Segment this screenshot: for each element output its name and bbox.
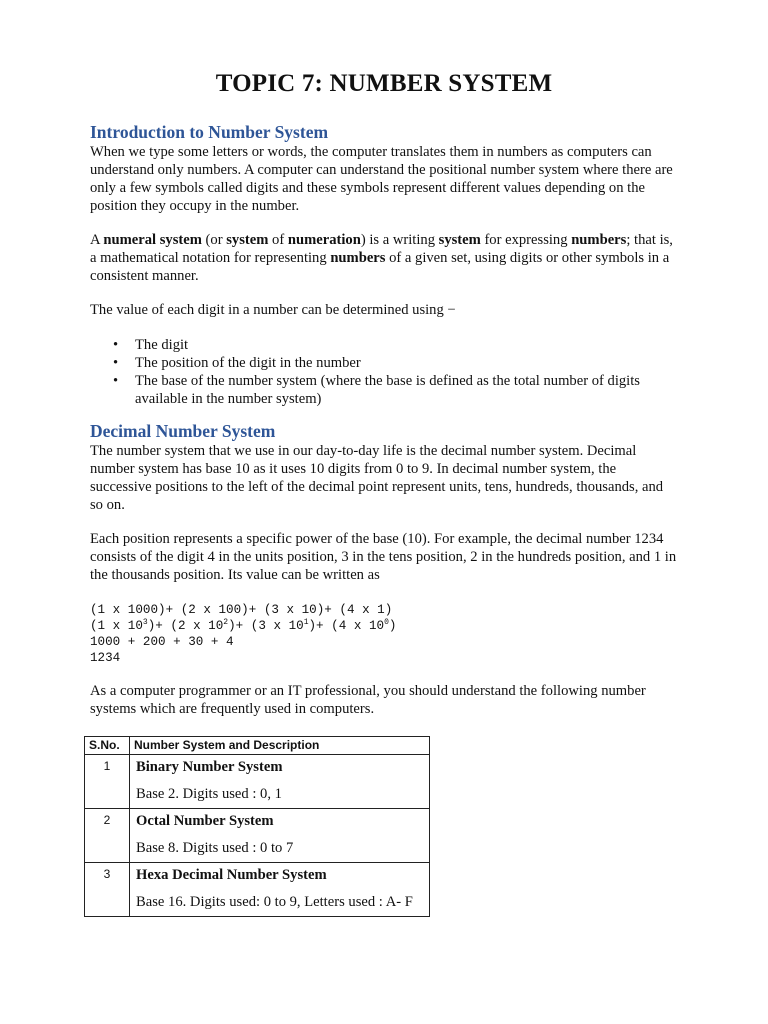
text-run: (or — [201, 232, 227, 248]
row-description — [130, 809, 430, 863]
text-run: ; that is, a mathematical notation for representing — [90, 232, 673, 266]
exponent: 1 — [303, 618, 309, 627]
table-header-row — [85, 737, 430, 755]
system-name: Binary Number System — [136, 759, 283, 775]
code-run: )+ (2 x 10 — [147, 619, 224, 633]
code-run: )+ (4 x 10 — [308, 619, 385, 633]
table-row — [85, 755, 430, 809]
row-number: 2 — [85, 809, 130, 863]
code-block — [90, 602, 678, 666]
bold-term: system — [226, 232, 269, 248]
system-name: Octal Number System — [136, 813, 274, 829]
text-run: A — [90, 232, 104, 248]
system-name: Hexa Decimal Number System — [136, 867, 327, 883]
bold-term: numeration — [287, 232, 361, 248]
number-system-table — [84, 736, 430, 917]
code-line: 1234 — [90, 651, 121, 665]
table-row — [85, 809, 430, 863]
code-line: (1 x 1000)+ (2 x 100)+ (3 x 10)+ (4 x 1) — [90, 603, 393, 617]
text-run: of a given set, using digits or other symbols in a consistent manner. — [90, 250, 670, 284]
decimal-paragraph-3: As a computer programmer or an IT professional, you should understand the following number systems which are frequently used in computers. — [90, 683, 646, 717]
system-detail: Base 16. Digits used: 0 to 9, Letters used : A- F — [136, 894, 413, 910]
decimal-paragraph-1: The number system that we use in our day-to-day life is the decimal number system. Decimal number system has base 10 as it uses 10 digits from 0 to 9. In decimal number system, the successive positions to the left of the decimal point represent units, tens, hundreds, thousands, and so on. — [90, 443, 664, 513]
code-run: )+ (3 x 10 — [228, 619, 304, 633]
number-system-table-wrap — [90, 736, 678, 917]
table-row — [85, 863, 430, 917]
column-header-sno: S.No. — [85, 737, 130, 755]
intro-paragraph-1: When we type some letters or words, the computer translates them in numbers as computers can understand only numbers. A computer can understand the positional number system where there are only a few symbols called digits and these symbols represent different values depending on the position they occupy in the number. — [90, 144, 673, 214]
row-number: 3 — [85, 863, 130, 917]
code-line: 1000 + 200 + 30 + 4 — [90, 635, 234, 649]
code-run: (1 x 10 — [90, 619, 143, 633]
list-item: • The base of the number system (where the base is defined as the total number of digits available in the number system) — [135, 372, 678, 408]
exponent: 3 — [142, 618, 148, 627]
page-title: TOPIC 7: NUMBER SYSTEM — [215, 70, 553, 97]
digit-value-intro: The value of each digit in a number can be determined using − — [90, 302, 456, 318]
list-item: • The digit — [135, 336, 678, 354]
digit-value-list — [90, 336, 678, 408]
bold-term: numbers — [571, 232, 627, 248]
list-item: • The position of the digit in the number — [135, 354, 678, 372]
row-number: 1 — [85, 755, 130, 809]
text-run: ) is a writing — [360, 232, 439, 248]
row-description — [130, 863, 430, 917]
bold-term: system — [438, 232, 481, 248]
numeral-system-definition — [90, 231, 678, 285]
bold-term: numbers — [330, 250, 386, 266]
bold-term: numeral system — [103, 232, 202, 248]
system-detail: Base 2. Digits used : 0, 1 — [136, 786, 282, 802]
decimal-paragraph-2: Each position represents a specific power of the base (10). For example, the decimal number 1234 consists of the digit 4 in the units position, 3 in the tens position, 2 in the hundreds position, and 1 in the thousands position. Its value can be written as — [90, 531, 677, 583]
text-run: for expressing — [480, 232, 572, 248]
intro-heading: Introduction to Number System — [90, 122, 329, 142]
system-detail: Base 8. Digits used : 0 to 7 — [136, 840, 294, 856]
text-run: of — [268, 232, 288, 248]
code-run: ) — [388, 619, 397, 633]
code-line — [90, 618, 678, 634]
column-header-description: Number System and Description — [130, 737, 430, 755]
row-description — [130, 755, 430, 809]
exponent: 0 — [384, 618, 389, 627]
exponent: 2 — [223, 618, 229, 627]
decimal-heading: Decimal Number System — [90, 421, 276, 441]
